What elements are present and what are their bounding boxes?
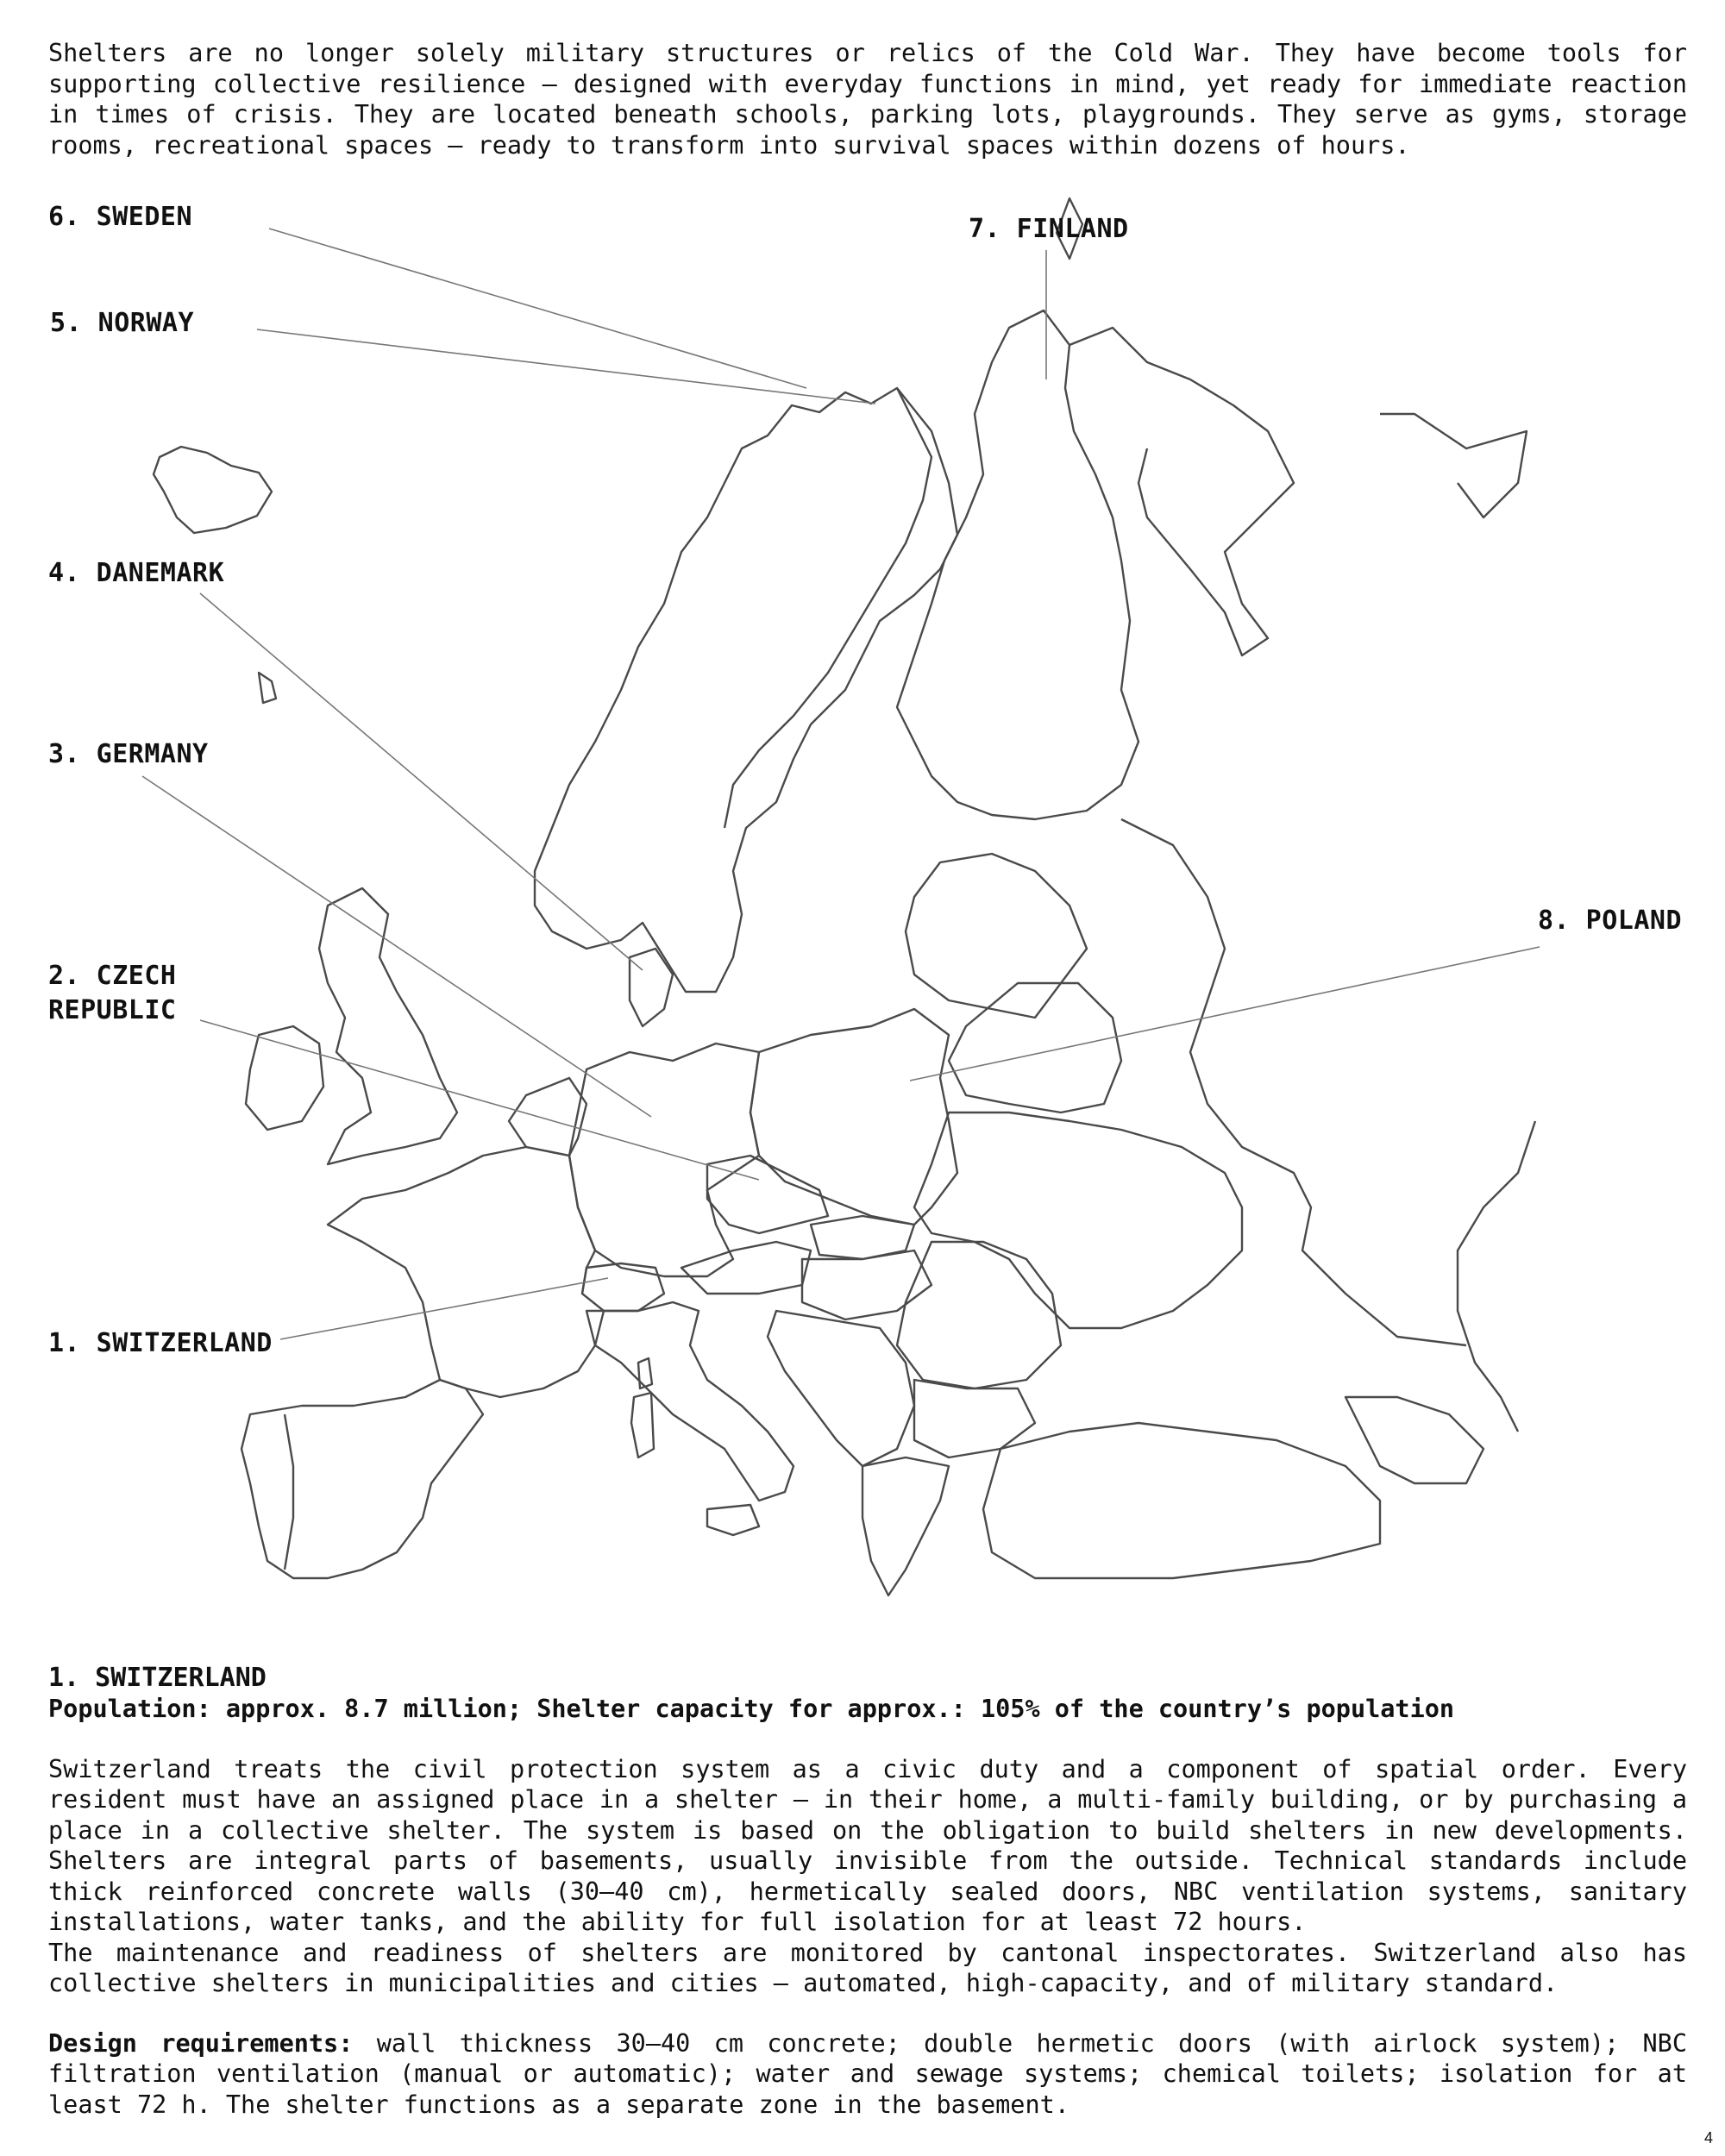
sardinia-outline xyxy=(631,1393,654,1457)
callout-sweden xyxy=(269,229,806,388)
design-requirements xyxy=(48,2028,1687,2121)
switzerland-section xyxy=(48,1663,1687,2120)
callout-poland xyxy=(910,947,1540,1081)
sicily-outline xyxy=(707,1505,759,1535)
iceland-outline xyxy=(154,447,272,533)
label-germany: 3. GERMANY xyxy=(48,739,209,769)
label-switzerland: 1. SWITZERLAND xyxy=(48,1328,273,1358)
austria-outline xyxy=(681,1242,811,1294)
ukraine-outline xyxy=(914,1112,1242,1328)
belarus-outline xyxy=(949,983,1121,1112)
great-britain-outline xyxy=(319,888,457,1164)
caucasus-outline xyxy=(1346,1397,1484,1483)
label-sweden: 6. SWEDEN xyxy=(48,202,193,232)
finland-outline xyxy=(897,310,1138,819)
callout-switzerland xyxy=(280,1278,608,1339)
callout-norway xyxy=(257,329,875,404)
callout-germany xyxy=(142,776,651,1117)
intro-paragraph: Shelters are no longer solely military structures or relics of the Cold War. They have become tools for supporting collective resilience – designed with everyday functions in mind, yet ready for immediate reaction in times of crisis. They are located beneath schools, parking lots, playgrounds. They serve as gyms, storage rooms, recreational spaces – ready to transform into survival spaces within dozens of hours. xyxy=(48,39,1687,160)
benelux-outline xyxy=(509,1078,586,1156)
label-czech-republic: 2. CZECH REPUBLIC xyxy=(48,961,177,1025)
romania-outline xyxy=(897,1242,1061,1388)
section-paragraph-2: The maintenance and readiness of shelters are monitored by cantonal inspectorates. Switzerland also has collective shelters in municipalities and cities – automated, high-capacity, and of military standard. xyxy=(48,1938,1687,1997)
label-finland: 7. FINLAND xyxy=(969,214,1129,244)
page-number: 4 xyxy=(1703,2129,1713,2147)
portugal-border xyxy=(285,1414,293,1570)
label-poland: 8. POLAND xyxy=(1538,906,1683,936)
russia-west-border xyxy=(1121,819,1466,1345)
iberia-outline xyxy=(242,1380,483,1578)
russia-east-coast xyxy=(1380,414,1527,517)
label-norway: 5. NORWAY xyxy=(50,308,195,338)
russia-east-edge xyxy=(1458,1121,1535,1432)
callout-czech xyxy=(200,1020,759,1180)
italy-outline xyxy=(586,1302,794,1501)
faroe-islands xyxy=(259,673,276,703)
bulgaria-outline xyxy=(914,1380,1035,1457)
france-outline xyxy=(328,1147,604,1397)
scandinavia-outline xyxy=(535,388,957,992)
baltics-outline xyxy=(906,854,1087,1018)
czech-outline xyxy=(707,1156,828,1233)
section-paragraph-1: Switzerland treats the civil protection system as a civic duty and a component of spatial order. Every resident must have an assigned place in a shelter – in their home, a multi-family building, or by purchasing a place in a collective shelter. The system is based on the obligation to build shelters in new developments. Shelters are integral parts of basements, usually invisible from the outside. Technical standards include thick reinforced concrete walls (30–40 cm), hermetically sealed doors, NBC ventilation systems, sanitary installations, water tanks, and the ability for full isolation for at least 72 hours. xyxy=(48,1754,1687,1936)
corsica-outline xyxy=(638,1358,652,1388)
label-danemark: 4. DANEMARK xyxy=(48,558,225,588)
poland-outline xyxy=(750,1009,957,1225)
norway-sweden-border xyxy=(724,388,932,828)
ireland-outline xyxy=(246,1026,323,1130)
design-requirements-label: Design requirements: xyxy=(48,2028,354,2058)
balkans-outline xyxy=(768,1311,914,1466)
greece-outline xyxy=(862,1457,949,1595)
callout-danemark xyxy=(200,593,643,970)
section-title: 1. SWITZERLAND xyxy=(48,1663,267,1693)
section-subtitle: Population: approx. 8.7 million; Shelter capacity for approx.: 105% of the country’s population xyxy=(48,1695,1455,1723)
design-requirements-text: wall thickness 30–40 cm concrete; double hermetic doors (with airlock system); NBC filtration ventilation (manual or automatic); water and sewage systems; chemical toilets; isolation for at least 72 h. The shelter functions as a separate zone in the basement. xyxy=(48,2028,1687,2119)
turkey-outline xyxy=(983,1423,1380,1578)
